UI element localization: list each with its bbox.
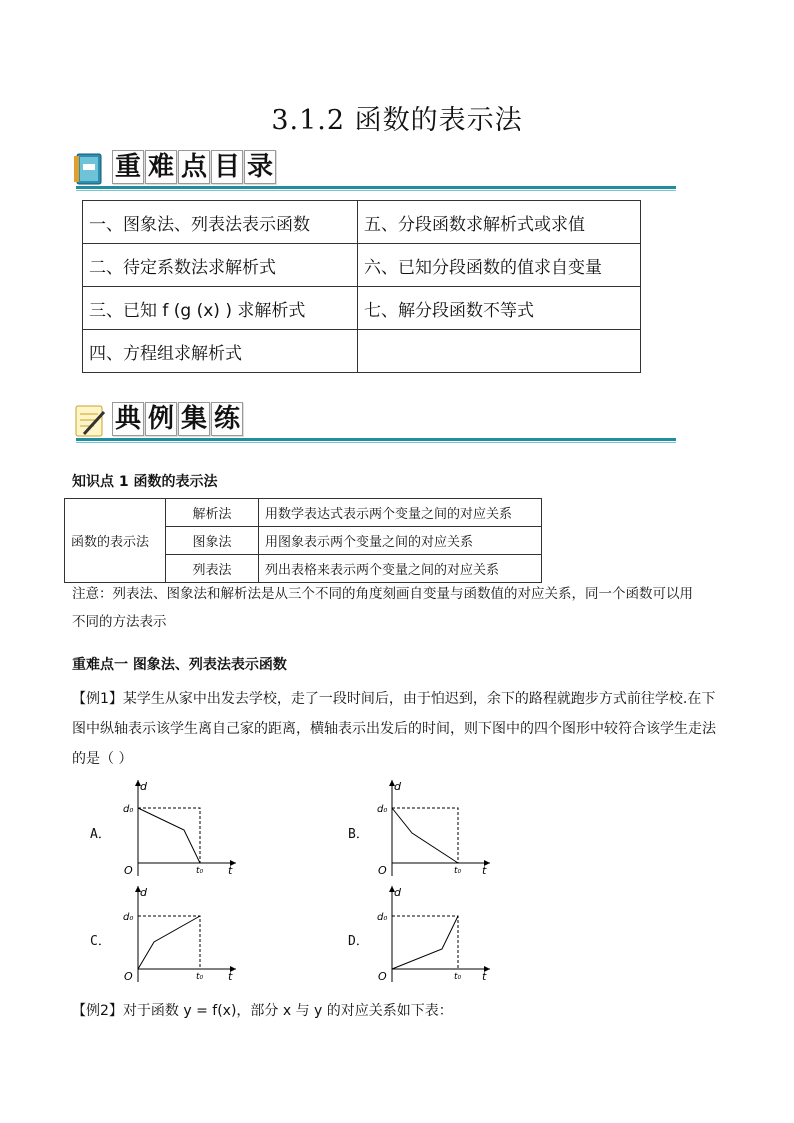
option-c-label[interactable]: C． (90, 934, 111, 949)
divider (76, 438, 676, 441)
section-heading: 重难点一 图象法、列表法表示函数 (72, 657, 287, 673)
method-desc: 用图象表示两个变量之间的对应关系 (259, 527, 542, 555)
origin-label: O (124, 864, 133, 877)
table-row (83, 244, 641, 287)
origin-label: O (124, 970, 133, 983)
x-axis-label: t (482, 970, 487, 983)
option-a-label[interactable]: A． (90, 827, 111, 842)
table-row (83, 201, 641, 244)
t0-label: t₀ (454, 972, 462, 982)
y-axis-label: d (394, 886, 401, 899)
toc-table (82, 200, 641, 373)
option-d-label[interactable]: D． (348, 934, 369, 949)
y-axis-label: d (394, 780, 401, 793)
path-line (138, 916, 200, 969)
y-axis-label: d (140, 886, 147, 899)
method-desc: 列出表格来表示两个变量之间的对应关系 (259, 555, 542, 583)
toc-banner-title: 重 难 点 目 录 (112, 150, 277, 184)
examples-banner (74, 402, 678, 444)
d0-label: d₀ (377, 804, 388, 815)
toc-banner (74, 150, 678, 192)
option-b-label[interactable]: B． (348, 827, 369, 842)
toc-item-empty (358, 330, 641, 373)
method-name: 解析法 (166, 499, 259, 527)
guide-dashed-line (138, 916, 200, 969)
divider (76, 442, 676, 443)
examples-banner-title: 典 例 集 练 (112, 402, 244, 436)
option-c-graph[interactable] (118, 884, 238, 984)
d0-label: d₀ (123, 804, 134, 815)
table-row (65, 499, 542, 527)
divider (76, 186, 676, 189)
toc-item[interactable]: 五、分段函数求解析式或求值 (358, 201, 641, 244)
example1-question: 【例1】某学生从家中出发去学校，走了一段时间后，由于怕迟到，余下的路程就跑步方式前往学校.在下 图中纵轴表示该学生离自己家的距离，横轴表示出发后的时间，则下图中的四个图形中较符合该学生走法 的是（ ） (72, 691, 716, 767)
divider (76, 190, 676, 191)
option-d-graph[interactable] (372, 884, 492, 984)
notepad-pen-icon (74, 404, 106, 438)
y-axis-label: d (140, 780, 147, 793)
x-axis-label: t (228, 864, 233, 877)
d0-label: d₀ (123, 912, 134, 923)
toc-item[interactable]: 一、图象法、列表法表示函数 (83, 201, 358, 244)
origin-label: O (378, 970, 387, 983)
toc-item[interactable]: 三、已知 f (g (x) ) 求解析式 (83, 287, 358, 330)
toc-item[interactable]: 六、已知分段函数的值求自变量 (358, 244, 641, 287)
page-title: 3.1.2 函数的表示法 (271, 105, 523, 136)
option-a-graph[interactable] (118, 778, 238, 878)
guide-dashed-line (138, 808, 200, 863)
table-row (83, 330, 641, 373)
book-icon (74, 152, 106, 186)
origin-label: O (378, 864, 387, 877)
path-line (138, 808, 200, 863)
toc-item[interactable]: 二、待定系数法求解析式 (83, 244, 358, 287)
row-header: 函数的表示法 (65, 499, 166, 583)
path-line (392, 808, 458, 863)
method-name: 列表法 (166, 555, 259, 583)
method-name: 图象法 (166, 527, 259, 555)
path-line (392, 916, 458, 969)
guide-dashed-line (392, 808, 458, 863)
guide-dashed-line (392, 916, 458, 969)
option-b-graph[interactable] (372, 778, 492, 878)
t0-label: t₀ (454, 866, 462, 876)
table-row (83, 287, 641, 330)
d0-label: d₀ (377, 912, 388, 923)
toc-item[interactable]: 四、方程组求解析式 (83, 330, 358, 373)
x-axis-label: t (228, 970, 233, 983)
methods-table (64, 498, 542, 583)
method-desc: 用数学表达式表示两个变量之间的对应关系 (259, 499, 542, 527)
knowledge-heading: 知识点 1 函数的表示法 (72, 474, 218, 490)
t0-label: t₀ (196, 866, 204, 876)
note: 注意：列表法、图象法和解析法是从三个不同的角度刻画自变量与函数值的对应关系，同一个函数可以用 不同的方法表示 (72, 586, 693, 630)
x-axis-label: t (482, 864, 487, 877)
example2-question: 【例2】对于函数 y = f(x)，部分 x 与 y 的对应关系如下表： (72, 1003, 453, 1019)
toc-item[interactable]: 七、解分段函数不等式 (358, 287, 641, 330)
t0-label: t₀ (196, 972, 204, 982)
